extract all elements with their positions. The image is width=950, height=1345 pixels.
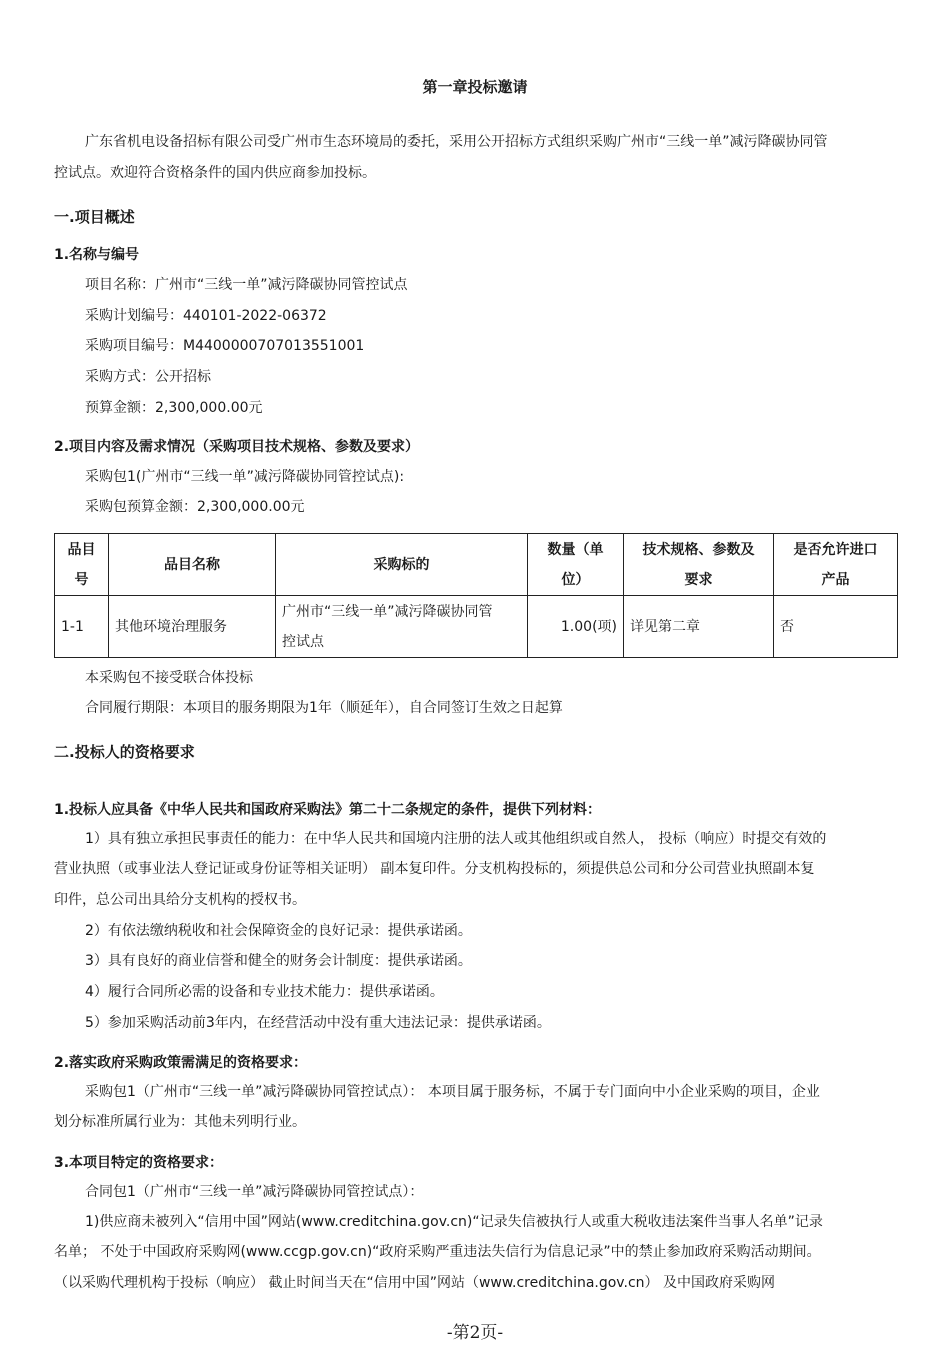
cell-import: 否 (774, 596, 898, 658)
qualification-3-line-3: 名单； 不处于中国政府采购网(www.ccgp.gov.cn)“政府采购严重违法失信行为信息记录”中的禁止参加政府采购活动期间。 (54, 1244, 821, 1260)
subsection-1-1-heading: 1.名称与编号 (54, 247, 140, 263)
qualification-3-line-4: （以采购代理机构于投标（响应） 截止时间当天在“信用中国”网站（www.creditchina.gov.cn） 及中国政府采购网 (54, 1275, 775, 1291)
qualification-2-line-2: 划分标准所属行业为：其他未列明行业。 (54, 1114, 306, 1130)
section-1-heading: 一.项目概述 (54, 208, 135, 226)
procurement-method: 采购方式：公开招标 (85, 369, 211, 385)
qualification-3-heading: 3.本项目特定的资格要求： (54, 1155, 224, 1171)
cell-target: 广州市“三线一单”减污降碳协同管 控试点 (276, 596, 528, 658)
qualification-3-line-2: 1)供应商未被列入“信用中国”网站(www.creditchina.gov.cn)“记录失信被执行人或重大税收违法案件当事人名单”记录 (85, 1214, 823, 1230)
cell-item-no: 1-1 (55, 596, 109, 658)
chapter-title: 第一章投标邀请 (422, 78, 528, 96)
plan-number: 采购计划编号：440101-2022-06372 (85, 308, 327, 324)
intro-line-2: 控试点。欢迎符合资格条件的国内供应商参加投标。 (54, 165, 376, 181)
header-item-name: 品目名称 (109, 534, 276, 596)
cell-spec: 详见第二章 (624, 596, 774, 658)
package-budget: 采购包预算金额：2,300,000.00元 (85, 499, 305, 515)
qualification-1-item-2: 2）有依法缴纳税收和社会保障资金的良好记录：提供承诺函。 (85, 923, 472, 939)
header-quantity: 数量（单 位） (528, 534, 624, 596)
contract-period: 合同履行期限：本项目的服务期限为1年（顺延年），自合同签订生效之日起算 (85, 700, 563, 716)
no-consortium-note: 本采购包不接受联合体投标 (85, 670, 253, 686)
qualification-1-heading: 1.投标人应具备《中华人民共和国政府采购法》第二十二条规定的条件，提供下列材料： (54, 802, 602, 818)
table-row (55, 596, 898, 658)
cell-quantity: 1.00(项) (528, 596, 624, 658)
qualification-1-item-5: 5）参加采购活动前3年内，在经营活动中没有重大违法记录：提供承诺函。 (85, 1015, 551, 1031)
subsection-1-2-heading: 2.项目内容及需求情况（采购项目技术规格、参数及要求） (54, 439, 420, 455)
qualification-2-heading: 2.落实政府采购政策需满足的资格要求： (54, 1055, 308, 1071)
qualification-2-line-1: 采购包1（广州市“三线一单”减污降碳协同管控试点）： 本项目属于服务标，不属于专门面向中小企业采购的项目，企业 (85, 1084, 820, 1100)
section-2-heading: 二.投标人的资格要求 (54, 743, 195, 761)
project-number: 采购项目编号：M4400000707013551001 (85, 338, 365, 354)
header-import: 是否允许进口 产品 (774, 534, 898, 596)
project-name: 项目名称：广州市“三线一单”减污降碳协同管控试点 (85, 277, 408, 293)
qualification-1-item-4: 4）履行合同所必需的设备和专业技术能力：提供承诺函。 (85, 984, 444, 1000)
cell-item-name: 其他环境治理服务 (109, 596, 276, 658)
header-target: 采购标的 (276, 534, 528, 596)
intro-line-1: 广东省机电设备招标有限公司受广州市生态环境局的委托，采用公开招标方式组织采购广州市“三线一单”减污降碳协同管 (85, 134, 828, 150)
table-header-row (55, 534, 898, 596)
qualification-1-item-3: 3）具有良好的商业信誉和健全的财务会计制度：提供承诺函。 (85, 953, 472, 969)
qualification-1-item-1b: 营业执照（或事业法人登记证或身份证等相关证明） 副本复印件。分支机构投标的，须提供总公司和分公司营业执照副本复 (54, 861, 815, 877)
qualification-1-item-1a: 1）具有独立承担民事责任的能力：在中华人民共和国境内注册的法人或其他组织或自然人， 投标（响应）时提交有效的 (85, 831, 827, 847)
header-spec: 技术规格、参数及 要求 (624, 534, 774, 596)
items-table (54, 533, 898, 658)
qualification-1-item-1c: 印件，总公司出具给分支机构的授权书。 (54, 892, 306, 908)
package-name: 采购包1(广州市“三线一单”减污降碳协同管控试点): (85, 469, 405, 485)
page-number: -第2页- (446, 1323, 504, 1343)
budget-amount: 预算金额：2,300,000.00元 (85, 400, 263, 416)
qualification-3-line-1: 合同包1（广州市“三线一单”减污降碳协同管控试点）： (85, 1184, 424, 1200)
header-item-no: 品目 号 (55, 534, 109, 596)
